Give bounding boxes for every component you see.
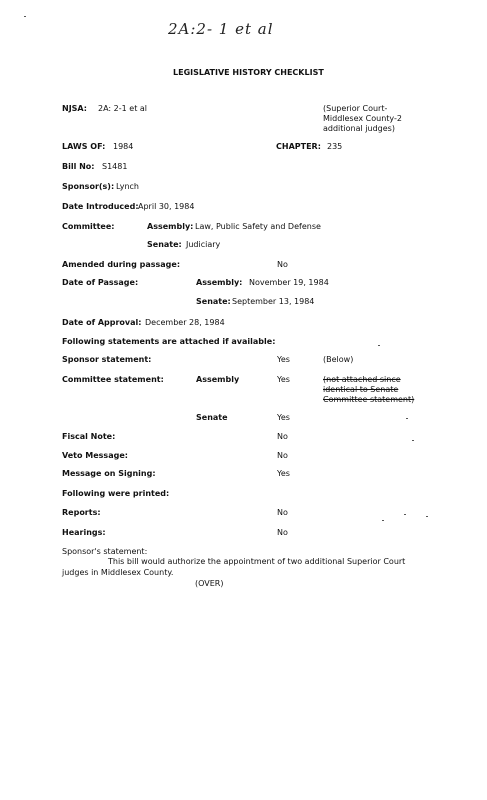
reports-label: Reports: bbox=[62, 508, 101, 517]
bill-no-value: S1481 bbox=[102, 162, 128, 171]
njsa-note-line-1: (Superior Court- bbox=[323, 104, 388, 113]
message-signing-label: Message on Signing: bbox=[62, 469, 156, 478]
chapter-label: CHAPTER: bbox=[276, 142, 321, 151]
laws-of-value: 1984 bbox=[113, 142, 134, 151]
over-marker: (OVER) bbox=[195, 579, 224, 588]
approval-label: Date of Approval: bbox=[62, 318, 142, 327]
passage-senate-value: September 13, 1984 bbox=[232, 297, 315, 306]
fiscal-note-value: No bbox=[277, 432, 288, 441]
committee-senate-label: Senate: bbox=[147, 240, 182, 249]
veto-message-value: No bbox=[277, 451, 288, 460]
committee-statement-note-line-3: Committee statement) bbox=[323, 395, 415, 404]
scan-speck bbox=[406, 418, 408, 419]
date-introduced-value: April 30, 1984 bbox=[138, 202, 195, 211]
sponsors-label: Sponsor(s): bbox=[62, 182, 115, 191]
scan-speck bbox=[404, 514, 406, 515]
committee-senate-value: Judiciary bbox=[186, 240, 221, 249]
committee-statement-senate-value: Yes bbox=[277, 413, 290, 422]
following-printed-heading: Following were printed: bbox=[62, 489, 170, 498]
sponsors-statement-line-2: judges in Middlesex County. bbox=[62, 568, 174, 577]
reports-value: No bbox=[277, 508, 288, 517]
laws-of-label: LAWS OF: bbox=[62, 142, 106, 151]
hearings-label: Hearings: bbox=[62, 528, 106, 537]
committee-statement-assembly-value: Yes bbox=[277, 375, 290, 384]
sponsor-statement-note: (Below) bbox=[323, 355, 354, 364]
passage-assembly-label: Assembly: bbox=[196, 278, 243, 287]
njsa-value: 2A: 2-1 et al bbox=[98, 104, 147, 113]
following-attached-heading: Following statements are attached if available: bbox=[62, 337, 276, 346]
amended-label: Amended during passage: bbox=[62, 260, 181, 269]
approval-value: December 28, 1984 bbox=[145, 318, 225, 327]
committee-statement-senate-label: Senate bbox=[196, 413, 228, 422]
sponsor-statement-value: Yes bbox=[277, 355, 290, 364]
scan-speck bbox=[382, 520, 384, 521]
chapter-value: 235 bbox=[327, 142, 343, 151]
committee-statement-label: Committee statement: bbox=[62, 375, 164, 384]
fiscal-note-label: Fiscal Note: bbox=[62, 432, 116, 441]
scan-speck bbox=[426, 516, 428, 517]
scan-speck bbox=[412, 440, 414, 441]
scan-speck bbox=[378, 345, 380, 346]
handwritten-note: 2A:2- 1 et al bbox=[168, 20, 274, 38]
sponsors-statement-label: Sponsor's statement: bbox=[62, 547, 148, 556]
committee-assembly-value: Law, Public Safety and Defense bbox=[195, 222, 321, 231]
committee-statement-note-line-1: (not attached since bbox=[323, 375, 401, 384]
message-signing-value: Yes bbox=[277, 469, 290, 478]
sponsors-value: Lynch bbox=[116, 182, 139, 191]
passage-senate-label: Senate: bbox=[196, 297, 231, 306]
amended-value: No bbox=[277, 260, 288, 269]
sponsor-statement-label: Sponsor statement: bbox=[62, 355, 152, 364]
committee-statement-note-line-2: identical to Senate bbox=[323, 385, 399, 394]
scan-speck bbox=[24, 16, 26, 17]
hearings-value: No bbox=[277, 528, 288, 537]
njsa-note-line-2: Middlesex County-2 bbox=[323, 114, 402, 123]
passage-assembly-value: November 19, 1984 bbox=[249, 278, 329, 287]
committee-statement-assembly-label: Assembly bbox=[196, 375, 240, 384]
page-title: LEGISLATIVE HISTORY CHECKLIST bbox=[173, 68, 324, 77]
njsa-note-line-3: additional judges) bbox=[323, 124, 395, 133]
veto-message-label: Veto Message: bbox=[62, 451, 128, 460]
passage-label: Date of Passage: bbox=[62, 278, 139, 287]
njsa-label: NJSA: bbox=[62, 104, 87, 113]
committee-label: Committee: bbox=[62, 222, 115, 231]
date-introduced-label: Date Introduced: bbox=[62, 202, 139, 211]
sponsors-statement-line-1: This bill would authorize the appointment of two additional Superior Court bbox=[108, 557, 406, 566]
bill-no-label: Bill No: bbox=[62, 162, 95, 171]
committee-assembly-label: Assembly: bbox=[147, 222, 194, 231]
